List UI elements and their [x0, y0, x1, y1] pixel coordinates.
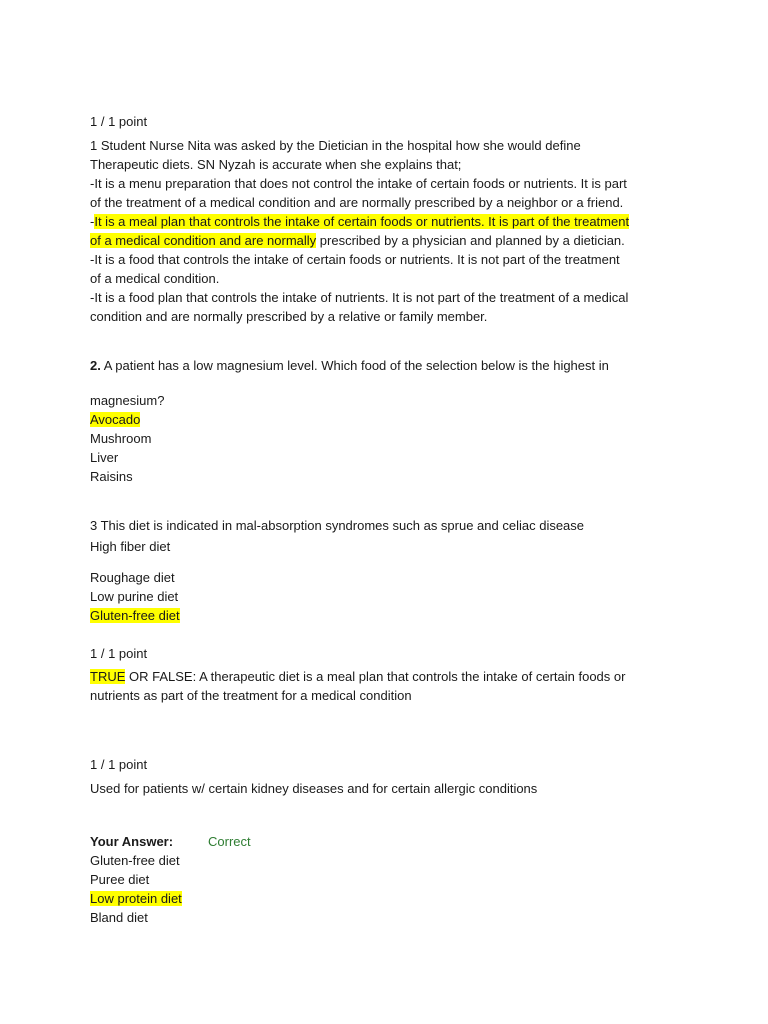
highlight: Gluten-free diet	[90, 608, 180, 623]
q2-option: Liver	[90, 450, 119, 465]
q5-option: Bland diet	[90, 910, 148, 925]
your-answer-label: Your Answer:	[90, 834, 174, 849]
q1-score: 1 / 1 point	[90, 114, 148, 129]
q1-question	[90, 136, 690, 326]
q2-question: 2. A patient has a low magnesium level. Which food of the selection below is the highest in	[90, 358, 609, 373]
q2-option: Raisins	[90, 469, 133, 484]
q5-score: 1 / 1 point	[90, 757, 148, 772]
q3-option: High fiber diet	[90, 539, 171, 554]
q2-option	[90, 410, 690, 429]
q3-answers	[90, 568, 690, 625]
q5-option	[90, 889, 690, 908]
correct-status: Correct	[208, 834, 251, 849]
q1-option-b-correct: of a medical condition and are normally prescribed by a physician and planned by a dietician.	[90, 233, 625, 248]
q2-number: 2.	[90, 358, 101, 373]
highlight: of a medical condition and are normally	[90, 233, 317, 248]
q3-question: 3 This diet is indicated in mal-absorption syndromes such as sprue and celiac disease	[90, 518, 585, 533]
highlight: Low protein diet	[90, 891, 182, 906]
q4-score: 1 / 1 point	[90, 646, 148, 661]
highlight: It is a meal plan that controls the intake of certain foods or nutrients. It is part of the treatment	[94, 214, 630, 229]
q1-option-d: condition and are normally prescribed by a relative or family member.	[90, 309, 488, 324]
q5-option: Puree diet	[90, 872, 150, 887]
q5-question: Used for patients w/ certain kidney diseases and for certain allergic conditions	[90, 781, 538, 796]
q4-question-line: TRUE OR FALSE: A therapeutic diet is a meal plan that controls the intake of certain foods or	[90, 669, 626, 684]
q4-question	[90, 667, 690, 705]
q5-option: Gluten-free diet	[90, 853, 180, 868]
q4-question-line: nutrients as part of the treatment for a medical condition	[90, 688, 412, 703]
q1-question-line: Therapeutic diets. SN Nyzah is accurate when she explains that;	[90, 157, 462, 172]
highlight: Avocado	[90, 412, 141, 427]
q1-option-a: of the treatment of a medical condition and are normally prescribed by a neighbor or a friend.	[90, 195, 624, 210]
q1-option-b-correct: -It is a meal plan that controls the intake of certain foods or nutrients. It is part of the treatment	[90, 214, 630, 229]
q5-answers	[90, 851, 690, 927]
q2-question-line: magnesium?	[90, 393, 165, 408]
q5-answer-row	[90, 832, 690, 851]
q1-question-line: 1 Student Nurse Nita was asked by the Dietician in the hospital how she would define	[90, 138, 581, 153]
q1-option-a: -It is a menu preparation that does not control the intake of certain foods or nutrients. It is part	[90, 176, 627, 191]
q2-option: Mushroom	[90, 431, 152, 446]
q1-option-d: -It is a food plan that controls the intake of nutrients. It is not part of the treatment of a medical	[90, 290, 629, 305]
highlight: TRUE	[90, 669, 126, 684]
q3-option	[90, 606, 690, 625]
q3-option: Low purine diet	[90, 589, 179, 604]
q2-answers	[90, 391, 690, 486]
q1-option-c: of a medical condition.	[90, 271, 220, 286]
q1-option-c: -It is a food that controls the intake of certain foods or nutrients. It is not part of the treatment	[90, 252, 620, 267]
q3-option: Roughage diet	[90, 570, 175, 585]
